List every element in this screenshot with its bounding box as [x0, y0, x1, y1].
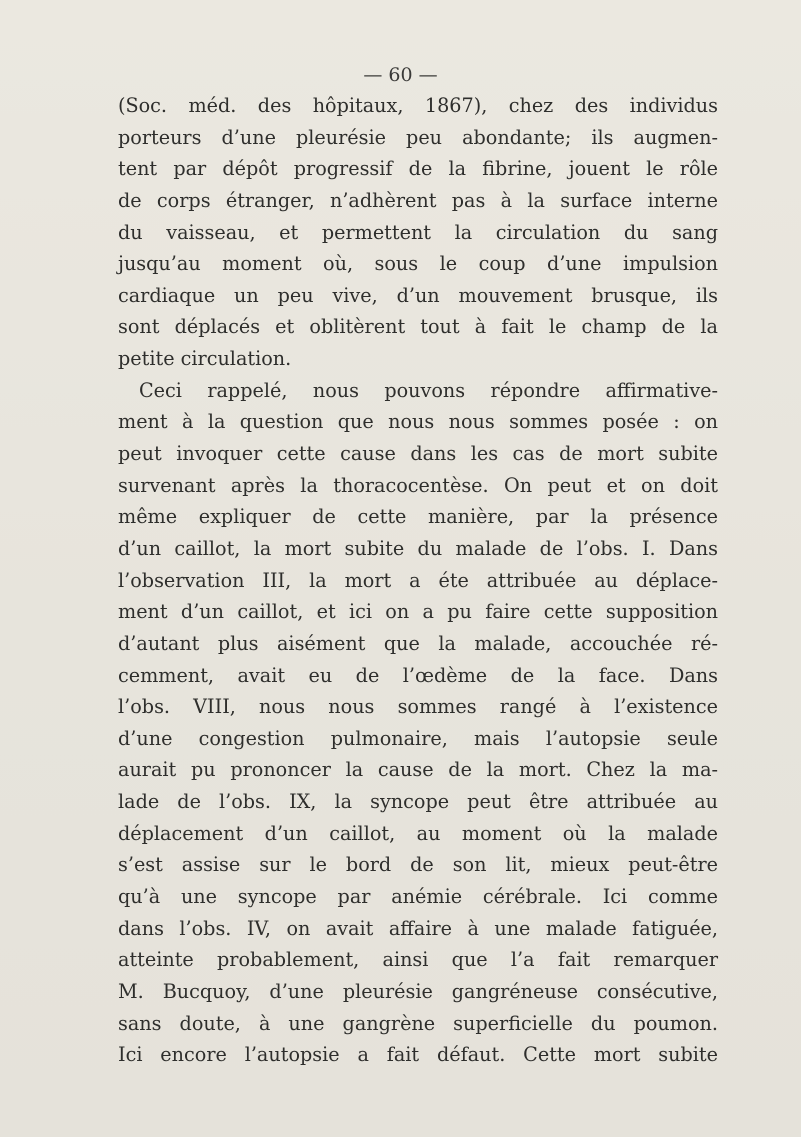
text-line: d’autant plus aisément que la malade, accouchée ré- [118, 631, 718, 655]
text-line: sans doute, à une gangrène superficielle du poumon. [118, 1011, 718, 1035]
body-text [118, 90, 718, 1071]
text-line: aurait pu prononcer la cause de la mort. Chez la ma- [118, 758, 718, 782]
text-line: survenant après la thoracocentèse. On peut et on doit [118, 473, 718, 497]
text-line: lade de l’obs. IX, la syncope peut être attribuée au [118, 790, 718, 814]
paragraph-2 [118, 375, 718, 1071]
text-line: jusqu’au moment où, sous le coup d’une impulsion [118, 252, 718, 276]
text-line: petite circulation. [118, 347, 292, 371]
page-number: — 60 — [363, 64, 438, 86]
text-line: ment à la question que nous nous sommes posée : on [118, 410, 718, 434]
text-line: (Soc. méd. des hôpitaux, 1867), chez des individus [118, 94, 718, 117]
text-line: de corps étranger, n’adhèrent pas à la surface interne [118, 188, 718, 212]
text-line: Ici encore l’autopsie a fait défaut. Cette mort subite [118, 1043, 718, 1067]
text-line: atteinte probablement, ainsi que l’a fait remarquer [118, 948, 718, 972]
text-line: qu’à une syncope par anémie cérébrale. Ici comme [118, 885, 718, 909]
text-line: du vaisseau, et permettent la circulation du sang [118, 220, 718, 244]
text-line: M. Bucquoy, d’une pleurésie gangréneuse consécutive, [118, 979, 718, 1003]
text-line: ment d’un caillot, et ici on a pu faire cette supposition [118, 600, 718, 624]
text-line: Ceci rappelé, nous pouvons répondre affirmative- [139, 378, 718, 402]
text-line: dans l’obs. IV, on avait affaire à une malade fatiguée, [118, 916, 718, 940]
text-line: s’est assise sur le bord de son lit, mieux peut-être [118, 853, 718, 877]
text-line: cemment, avait eu de l’œdème de la face. Dans [118, 663, 718, 687]
text-line: cardiaque un peu vive, d’un mouvement brusque, ils [118, 283, 718, 307]
text-line: l’observation III, la mort a éte attribuée au déplace- [118, 568, 718, 592]
text-line: peut invoquer cette cause dans les cas de mort subite [118, 442, 718, 466]
text-line: même expliquer de cette manière, par la présence [118, 505, 718, 529]
text-line: d’un caillot, la mort subite du malade de l’obs. I. Dans [118, 536, 718, 560]
text-line: tent par dépôt progressif de la fibrine, jouent le rôle [118, 157, 718, 181]
text-line: d’une congestion pulmonaire, mais l’autopsie seule [118, 726, 718, 750]
text-line: sont déplacés et oblitèrent tout à fait le champ de la [118, 315, 718, 339]
text-line: déplacement d’un caillot, au moment où la malade [118, 821, 718, 845]
paragraph-1 [118, 90, 718, 375]
text-line: l’obs. VIII, nous nous sommes rangé à l’existence [118, 695, 718, 719]
text-line: porteurs d’une pleurésie peu abondante; ils augmen- [118, 125, 718, 149]
